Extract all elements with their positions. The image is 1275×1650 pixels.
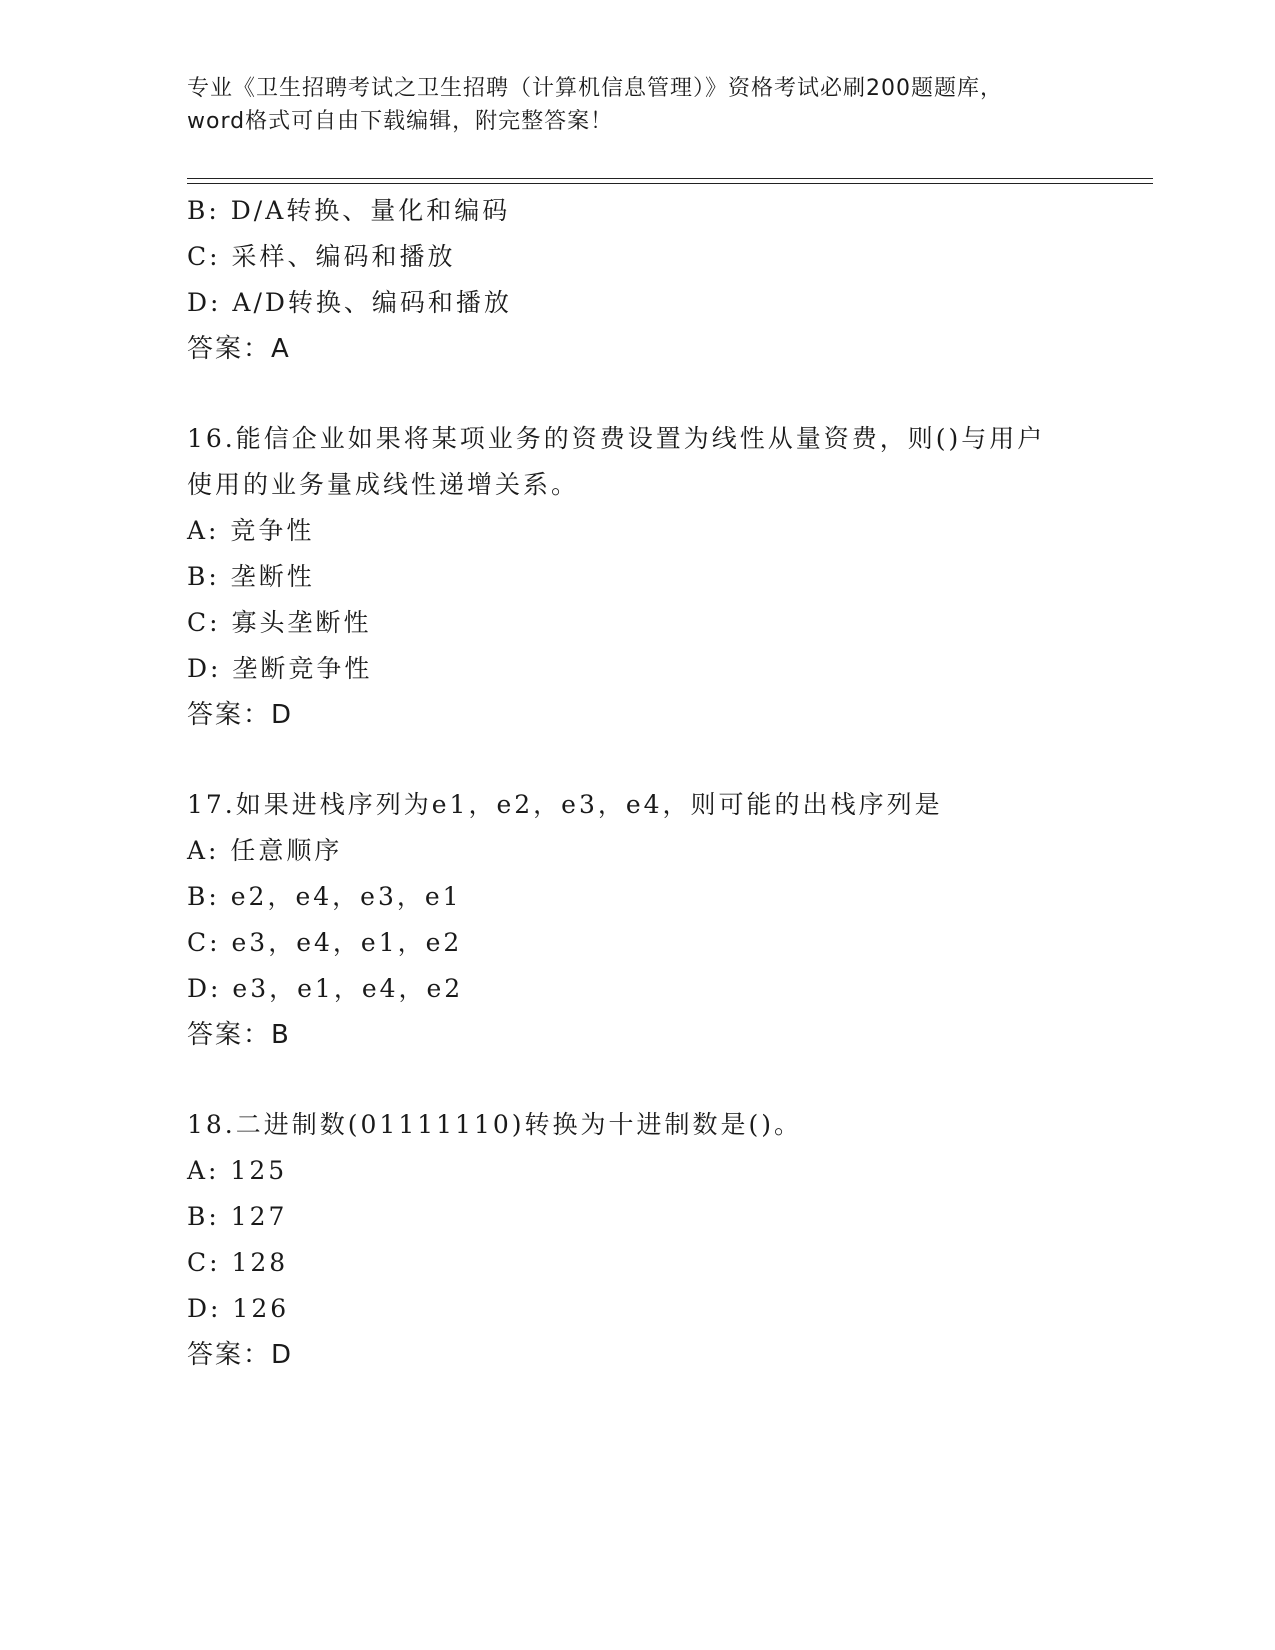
option-b: B: 127 xyxy=(187,1202,288,1231)
header-divider-bottom xyxy=(187,183,1153,184)
question-stem: 17.如果进栈序列为e1，e2，e3，e4，则可能的出栈序列是 xyxy=(187,790,943,819)
header-line-2: word格式可自由下载编辑，附完整答案！ xyxy=(187,109,614,134)
option-a: A: 任意顺序 xyxy=(187,836,343,865)
question-block-carryover xyxy=(187,188,1137,372)
question-stem: 使用的业务量成线性递增关系。 xyxy=(187,470,580,499)
option-c: C: 采样、编码和播放 xyxy=(187,242,456,271)
spacer xyxy=(187,372,1137,416)
option-b: B: e2，e4，e3，e1 xyxy=(187,882,462,911)
option-d: D: 126 xyxy=(187,1294,290,1323)
question-block-18 xyxy=(187,1102,1137,1378)
option-b: B: D/A转换、量化和编码 xyxy=(187,196,511,225)
header-line-1: 专业《卫生招聘考试之卫生招聘（计算机信息管理）》资格考试必刷200题题库， xyxy=(187,76,1003,101)
header-divider-top xyxy=(187,178,1153,179)
question-block-16 xyxy=(187,416,1137,738)
option-c: C: 128 xyxy=(187,1248,289,1277)
question-stem: 16.能信企业如果将某项业务的资费设置为线性从量资费，则()与用户 xyxy=(187,424,1046,453)
document-header xyxy=(187,72,1087,138)
answer-line: 答案：B xyxy=(187,1020,291,1050)
option-d: D: e3，e1，e4，e2 xyxy=(187,974,464,1003)
question-stem: 18.二进制数(01111110)转换为十进制数是()。 xyxy=(187,1110,803,1139)
option-c: C: 寡头垄断性 xyxy=(187,608,372,637)
spacer xyxy=(187,738,1137,782)
question-block-17 xyxy=(187,782,1137,1058)
option-a: A: 竞争性 xyxy=(187,516,315,545)
answer-line: 答案：D xyxy=(187,1340,294,1370)
answer-line: 答案：A xyxy=(187,334,291,364)
spacer xyxy=(187,1058,1137,1102)
question-content xyxy=(187,188,1137,1378)
option-b: B: 垄断性 xyxy=(187,562,315,591)
option-c: C: e3，e4，e1，e2 xyxy=(187,928,463,957)
option-d: D: 垄断竞争性 xyxy=(187,654,373,683)
option-d: D: A/D转换、编码和播放 xyxy=(187,288,512,317)
option-a: A: 125 xyxy=(187,1156,288,1185)
answer-line: 答案：D xyxy=(187,700,294,730)
